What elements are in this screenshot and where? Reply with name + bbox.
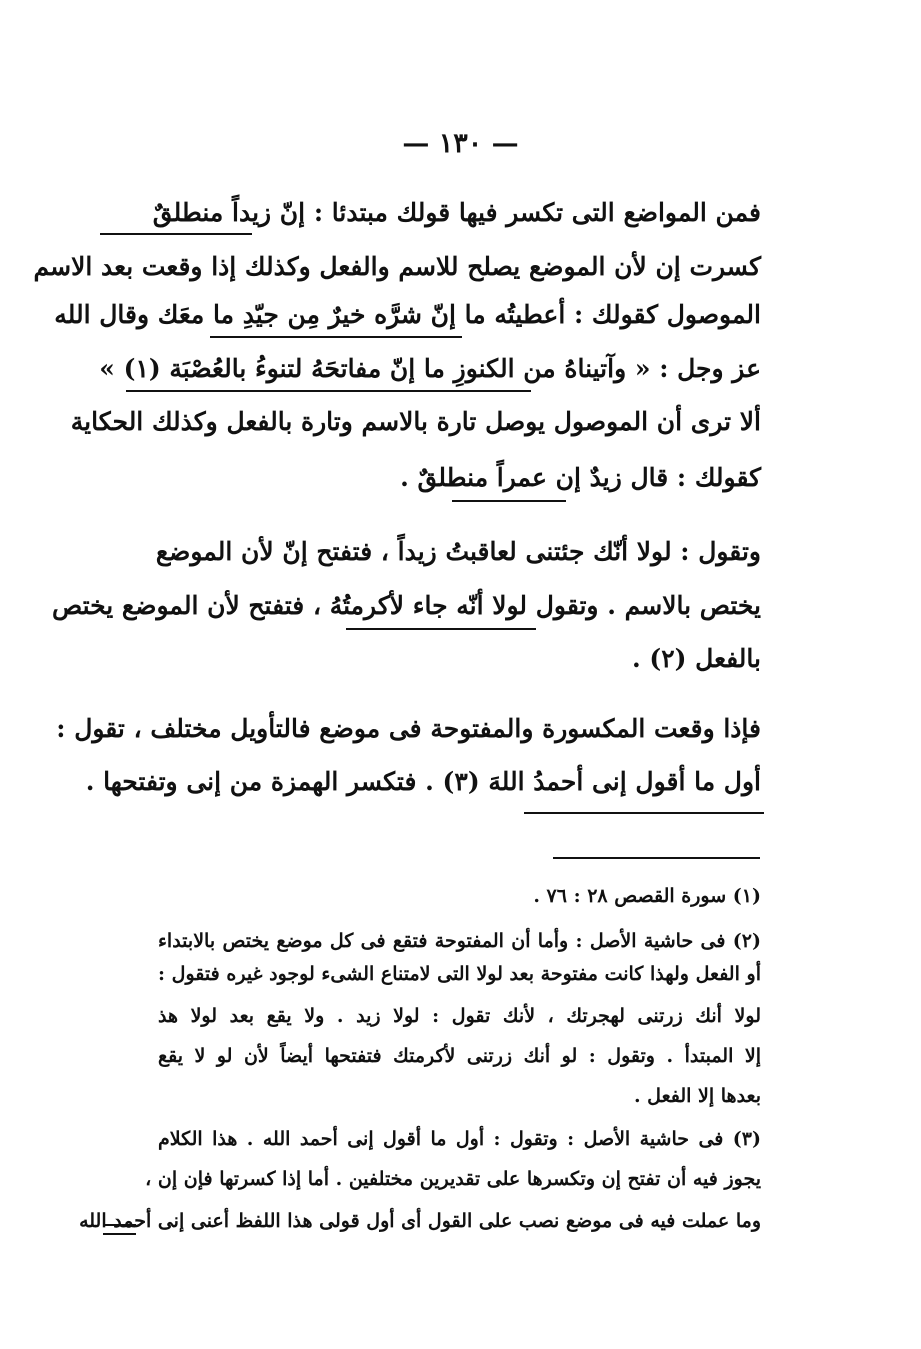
underline-mark xyxy=(346,628,536,630)
body-line: كسرت إن لأن الموضع يصلح للاسم والفعل وكذلك إذا وقعت بعد الاسم xyxy=(33,252,761,281)
underline-mark xyxy=(452,500,566,502)
body-line: وتقول : لولا أنّك جئتنى لعاقبتُ زيداً ، فتفتح إنّ لأن الموضع xyxy=(155,537,761,566)
footnote-line: (٢) فى حاشية الأصل : وأما أن المفتوحة فتقع فى كل موضع يختص بالابتداء xyxy=(158,930,761,952)
body-line: يختص بالاسم . وتقول لولا أنّه جاء لأكرمتُهُ ، فتفتح لأن الموضع يختص xyxy=(51,591,761,620)
footnote-line: لولا أنك زرتنى لهجرتك ، لأنك تقول : لولا زيد . ولا يقع بعد لولا هذ xyxy=(158,1005,761,1027)
footnote-line: يجوز فيه أن تفتح إن وتكسرها على تقديرين مختلفين . أما إذا كسرتها فإن إن ، xyxy=(145,1168,761,1190)
underline-mark xyxy=(100,233,252,235)
underline-mark xyxy=(210,336,462,338)
page-number: — ١٣٠ — xyxy=(402,128,519,159)
footnote-line: وما عملت فيه فى موضع نصب على القول أى أول قولى هذا اللفظ أعنى إنى أحمد الله xyxy=(79,1210,761,1232)
body-line: أول ما أقول إنى أحمدُ اللهَ (٣) . فتكسر الهمزة من إنى وتفتحها . xyxy=(85,767,761,796)
body-line: كقولك : قال زيدٌ إن عمراً منطلقٌ . xyxy=(400,463,761,492)
footnote-line: (١) سورة القصص ٢٨ : ٧٦ . xyxy=(533,885,761,907)
footnote-line: أو الفعل ولهذا كانت مفتوحة بعد لولا التى لامتناع الشىء لوجود غيره فتقول : xyxy=(158,963,761,985)
body-line: ألا ترى أن الموصول يوصل تارة بالاسم وتارة بالفعل وكذلك الحكاية xyxy=(70,407,761,436)
underline-mark xyxy=(126,390,531,392)
body-line: الموصول كقولك : أعطيتُه ما إنّ شرَّه خيرٌ مِن جيّدِ ما معَك وقال الله xyxy=(54,300,761,329)
body-line: عز وجل : « وآتيناهُ من الكنوزِ ما إنّ مفاتحَهُ لتنوءُ بالعُصْبَة (١) » xyxy=(99,354,761,383)
footnote-separator xyxy=(553,857,760,859)
underline-mark xyxy=(524,812,764,814)
footnote-line: إلا المبتدأ . وتقول : لو أنك زرتنى لأكرمتك فتفتحها أيضاً لأن لو لا يقع xyxy=(158,1045,761,1067)
body-line: فمن المواضع التى تكسر فيها قولك مبتدئا : إنّ زيداً منطلقٌ xyxy=(152,198,761,227)
footnote-line: (٣) فى حاشية الأصل : وتقول : أول ما أقول إنى أحمد الله . هذا الكلام xyxy=(158,1128,761,1150)
footnote-line: بعدها إلا الفعل . xyxy=(633,1085,761,1107)
body-line: بالفعل (٢) . xyxy=(631,644,761,673)
body-line: فإذا وقعت المكسورة والمفتوحة فى موضع فالتأويل مختلف ، تقول : xyxy=(56,714,761,743)
continuation-mark xyxy=(103,1224,136,1235)
